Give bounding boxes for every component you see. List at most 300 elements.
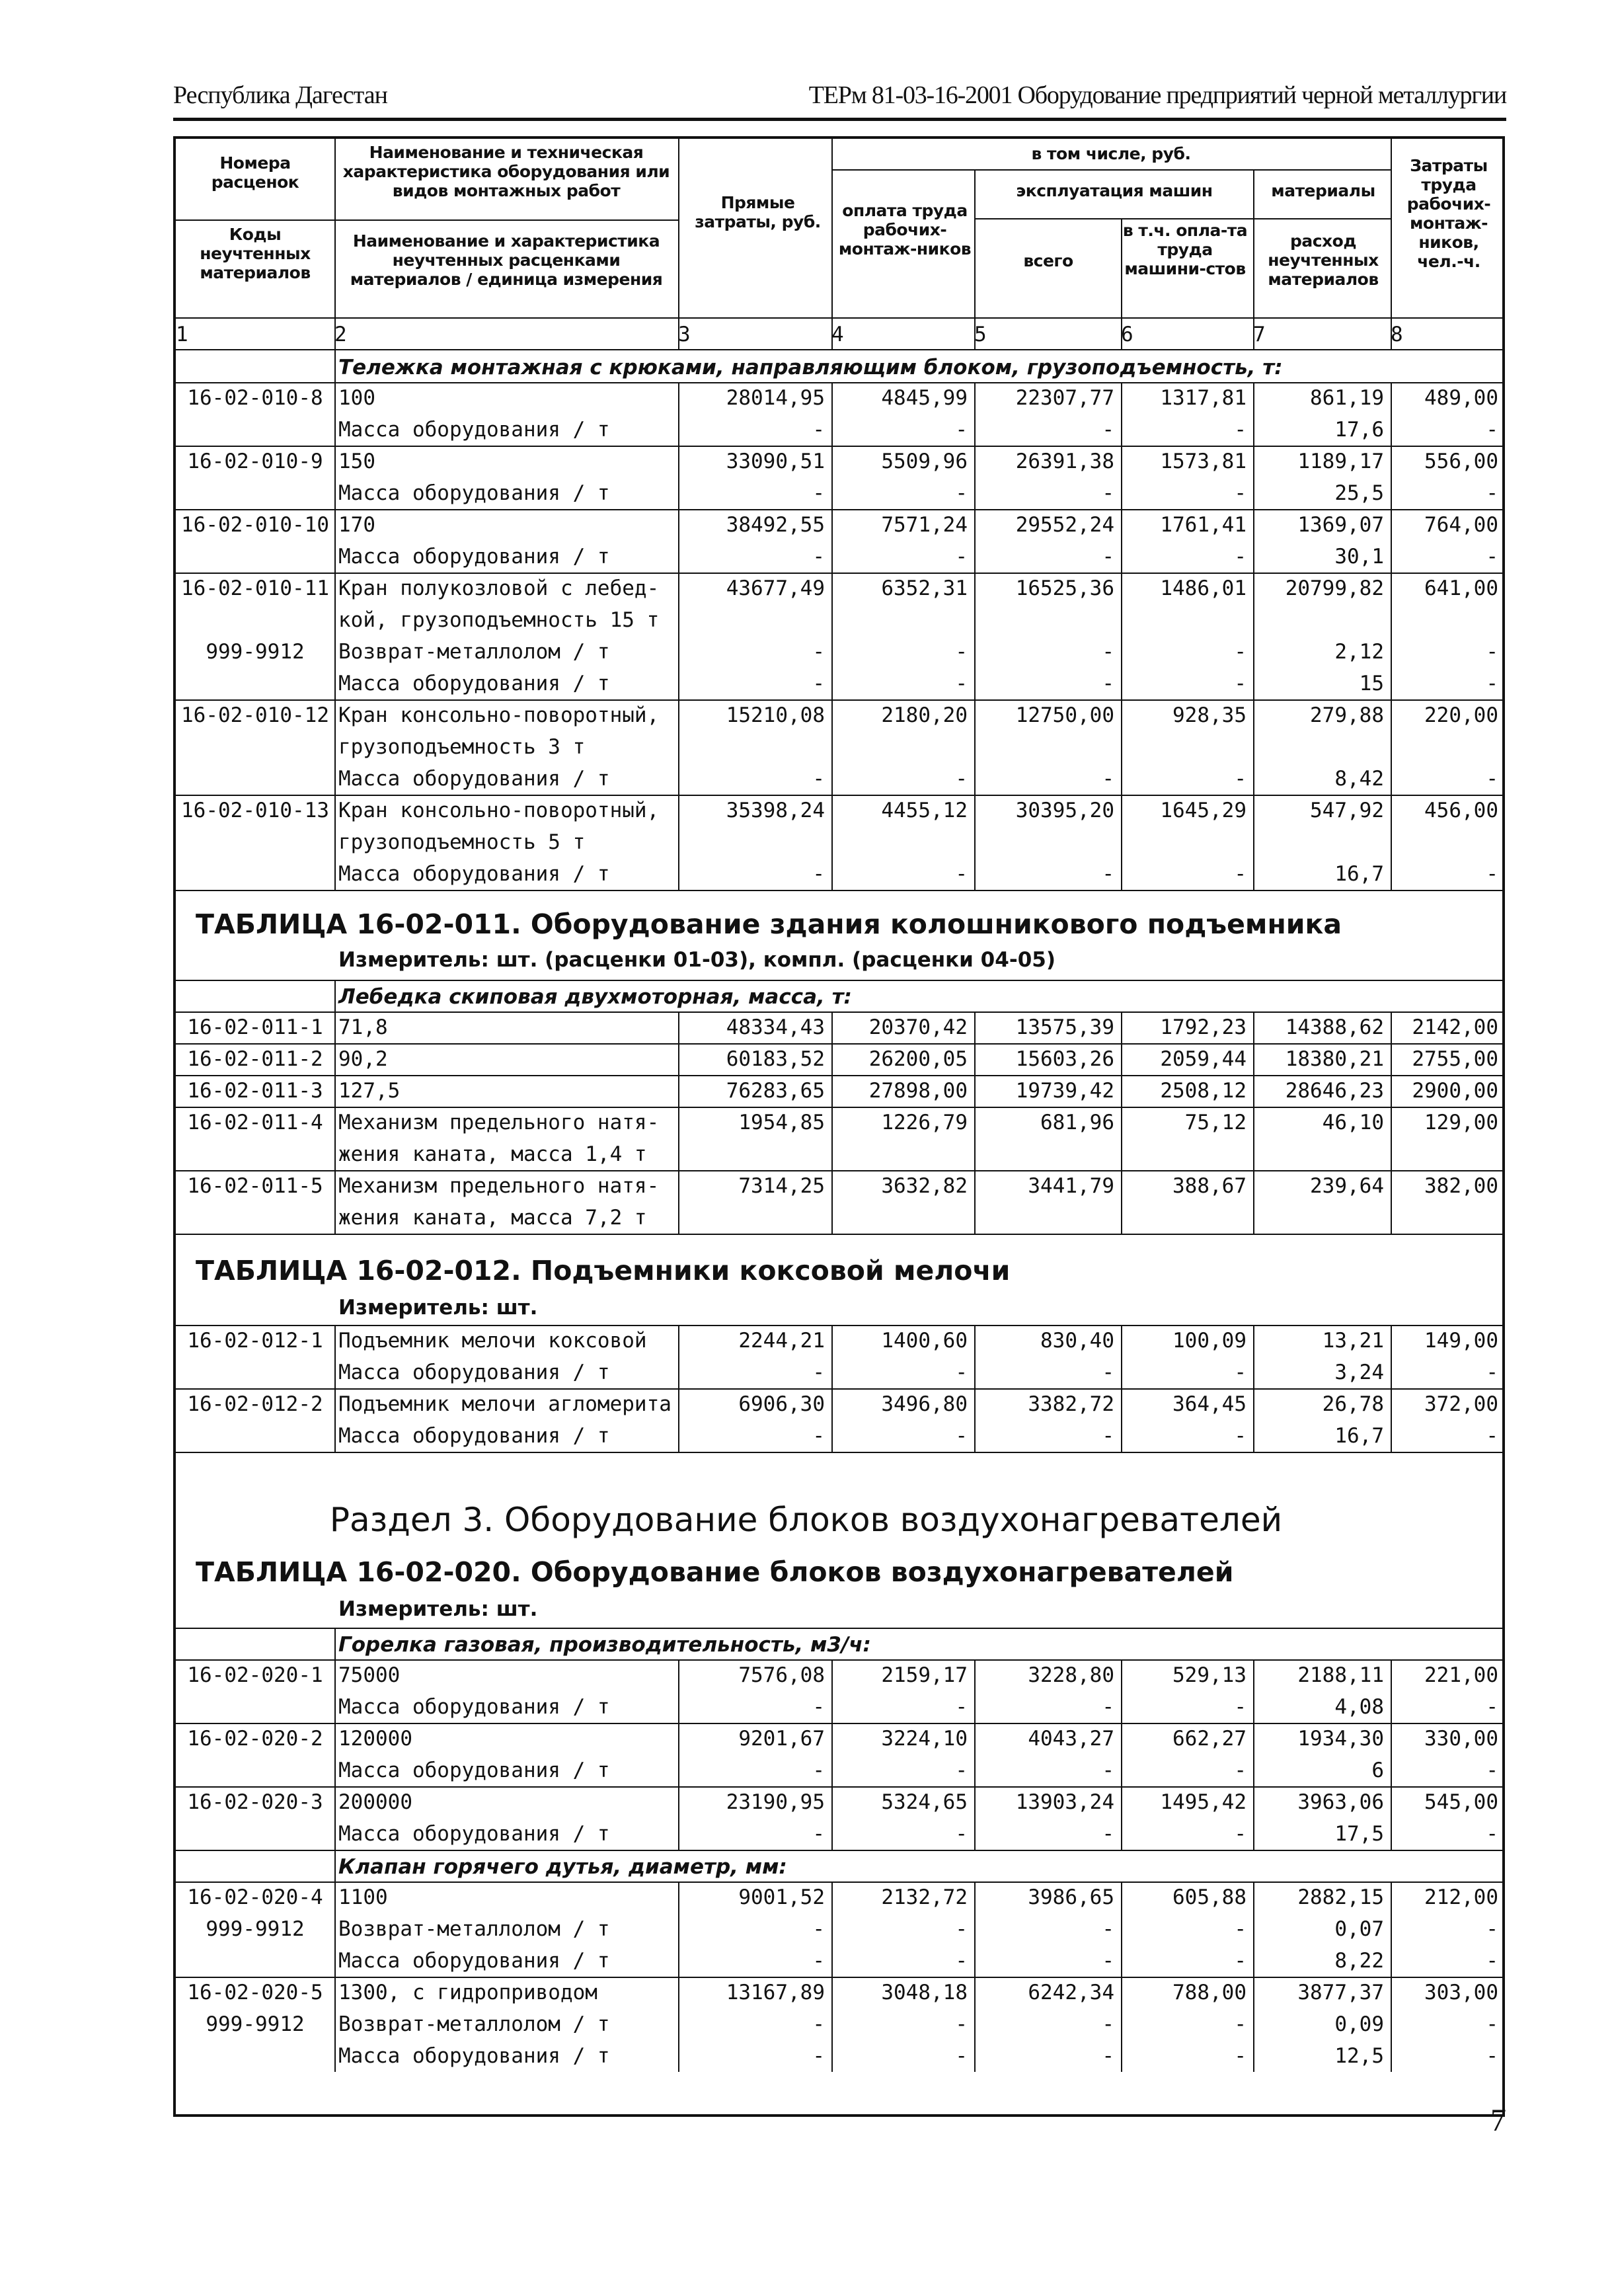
value-col6: - (1234, 1949, 1247, 1973)
column-rule (334, 1818, 336, 1850)
item-name: 170 (338, 513, 375, 537)
value-col7: 13,21 (1322, 1329, 1384, 1353)
value-col6: 529,13 (1172, 1663, 1247, 1687)
value-col4: - (955, 1759, 968, 1782)
column-rule (831, 414, 833, 446)
column-rule (678, 795, 679, 858)
column-rule (974, 1075, 976, 1107)
value-col5: - (1102, 1917, 1114, 1941)
item-name: Масса оборудования / т (338, 1822, 610, 1846)
value-col8: 303,00 (1424, 1981, 1498, 2004)
item-name: 100 (338, 386, 375, 410)
value-col3: - (812, 1361, 825, 1384)
column-rule (1253, 1913, 1254, 1945)
column-rule (1121, 1420, 1122, 1452)
column-rule (1391, 795, 1392, 858)
column-number-1: 1 (176, 323, 188, 346)
value-col6: 364,45 (1172, 1392, 1247, 1416)
column-rule (334, 1075, 336, 1107)
column-rule (334, 1691, 336, 1723)
value-col6: - (1234, 545, 1247, 569)
column-rule (334, 446, 336, 477)
column-rule (831, 1357, 833, 1388)
item-name: 75000 (338, 1663, 401, 1687)
column-rule (1253, 1011, 1254, 1043)
column-rule (678, 1043, 679, 1075)
value-col4: - (955, 1695, 968, 1719)
column-rule (678, 636, 679, 668)
item-name: 71,8 (338, 1015, 388, 1039)
column-rule (1391, 139, 1392, 317)
column-rule (831, 541, 833, 573)
value-col3: - (812, 672, 825, 695)
column-rule (1253, 795, 1254, 858)
rate-code: 16-02-010-10 (181, 513, 329, 537)
value-col3: - (812, 1759, 825, 1782)
value-col5: 26391,38 (1015, 450, 1114, 473)
item-name: 1300, с гидроприводом (338, 1981, 597, 2004)
value-col4: 26200,05 (868, 1047, 968, 1071)
column-rule (678, 446, 679, 477)
column-rule (1391, 1786, 1392, 1818)
column-rule (974, 1170, 976, 1234)
item-name: Масса оборудования / т (338, 672, 610, 695)
value-col8: - (1486, 1917, 1498, 1941)
column-rule (1253, 763, 1254, 795)
value-col7: 25,5 (1334, 481, 1384, 505)
column-rule (678, 1945, 679, 1977)
row-rule (176, 1850, 1505, 1851)
column-rule (831, 1818, 833, 1850)
value-col3: - (812, 767, 825, 791)
column-rule (334, 1628, 336, 1659)
value-col5: 13575,39 (1015, 1015, 1114, 1039)
column-rule (831, 1043, 833, 1075)
value-col6: 1486,01 (1160, 576, 1247, 600)
value-col6: - (1234, 1822, 1247, 1846)
item-name: Масса оборудования / т (338, 1424, 610, 1448)
column-rule (334, 763, 336, 795)
column-rule (1121, 1388, 1122, 1420)
column-rule (974, 1723, 976, 1755)
column-rule (678, 1107, 679, 1170)
column-rule (1391, 414, 1392, 446)
column-rule (974, 699, 976, 763)
item-name-continued: кой, грузоподъемность 15 т (338, 608, 660, 632)
head-col2-top: Наименование и техническая характеристика оборудования или видов монтажных работ (342, 143, 670, 200)
column-rule (831, 573, 833, 636)
item-name: 150 (338, 450, 375, 473)
column-rule (334, 1977, 336, 2008)
value-col7: 46,10 (1322, 1111, 1384, 1134)
column-rule (678, 699, 679, 763)
value-col5: - (1102, 1361, 1114, 1384)
value-col4: 20370,42 (868, 1015, 968, 1039)
value-col3: - (812, 1949, 825, 1973)
column-rule (831, 1659, 833, 1691)
column-rule (1121, 1786, 1122, 1818)
value-col8: 764,00 (1424, 513, 1498, 537)
column-rule (1391, 763, 1392, 795)
column-rule (1391, 1388, 1392, 1420)
value-col5: - (1102, 418, 1114, 442)
value-col5: - (1102, 1424, 1114, 1448)
column-rule (1121, 218, 1122, 317)
value-col8: 2755,00 (1412, 1047, 1498, 1071)
column-rule (1121, 509, 1122, 541)
value-col4: - (955, 1822, 968, 1846)
value-col3: - (812, 1695, 825, 1719)
column-rule (831, 1977, 833, 2008)
value-col4: 5324,65 (881, 1790, 968, 1814)
column-rule (974, 1691, 976, 1723)
value-col8: 489,00 (1424, 386, 1498, 410)
column-rule (831, 1388, 833, 1420)
column-rule (974, 446, 976, 477)
column-rule (831, 763, 833, 795)
column-rule (334, 1786, 336, 1818)
value-col5: 29552,24 (1015, 513, 1114, 537)
column-rule (1253, 1043, 1254, 1075)
column-rule (1391, 1075, 1392, 1107)
value-col4: - (955, 1917, 968, 1941)
column-rule (334, 139, 336, 317)
value-col3: - (812, 1822, 825, 1846)
column-rule (334, 1170, 336, 1234)
rate-code: 16-02-010-12 (181, 703, 329, 727)
column-rule (1253, 1723, 1254, 1755)
value-col6: 1495,42 (1160, 1790, 1247, 1814)
column-rule (1253, 1945, 1254, 1977)
column-rule (1391, 541, 1392, 573)
column-rule (831, 2040, 833, 2072)
head-materials: материалы (1271, 181, 1375, 200)
column-rule (678, 2008, 679, 2040)
value-col3: - (812, 2012, 825, 2036)
column-rule (831, 382, 833, 414)
column-rule (1391, 1420, 1392, 1452)
value-col8: - (1486, 640, 1498, 664)
column-number-3: 3 (678, 323, 691, 346)
value-col7: 279,88 (1310, 703, 1384, 727)
value-col3: 2244,21 (738, 1329, 825, 1353)
column-number-7: 7 (1253, 323, 1266, 346)
column-rule (1253, 668, 1254, 699)
column-rule (831, 446, 833, 477)
item-name: Масса оборудования / т (338, 1949, 610, 1973)
value-col4: 5509,96 (881, 450, 968, 473)
value-col5: 3441,79 (1028, 1174, 1114, 1198)
value-col5: 22307,77 (1015, 386, 1114, 410)
value-col5: 4043,27 (1028, 1727, 1114, 1751)
value-col7: 14388,62 (1285, 1015, 1384, 1039)
column-rule (678, 1755, 679, 1786)
value-col5: 12750,00 (1015, 703, 1114, 727)
column-rule (334, 1107, 336, 1170)
column-rule (334, 2008, 336, 2040)
column-rule (974, 1420, 976, 1452)
column-rule (1253, 1691, 1254, 1723)
column-rule (974, 1107, 976, 1170)
column-rule (831, 795, 833, 858)
rate-code: 999-9912 (206, 640, 305, 664)
value-col7: 547,92 (1310, 799, 1384, 822)
value-col7: 8,42 (1334, 767, 1384, 791)
value-col4: - (955, 862, 968, 886)
value-col5: - (1102, 672, 1114, 695)
column-rule (1121, 699, 1122, 763)
item-name: Кран консольно-поворотный, (338, 799, 660, 822)
column-rule (1391, 1357, 1392, 1388)
column-rule (974, 1325, 976, 1357)
value-col6: 388,67 (1172, 1174, 1247, 1198)
value-col8: - (1486, 1361, 1498, 1384)
group-title: Тележка монтажная с крюками, направляющим блоком, грузоподъемность, т: (338, 356, 1283, 379)
value-col6: - (1234, 1361, 1247, 1384)
value-col7: 0,07 (1334, 1917, 1384, 1941)
column-rule (678, 1659, 679, 1691)
value-col4: 3496,80 (881, 1392, 968, 1416)
column-rule (334, 858, 336, 890)
head-col5: всего (1023, 251, 1073, 270)
column-rule (1253, 573, 1254, 636)
table-020-group-1: Горелка газовая, производительность, м3/ч: (338, 1633, 871, 1657)
column-rule (334, 636, 336, 668)
column-rule (334, 541, 336, 573)
row-rule (334, 219, 678, 221)
column-rule (1121, 1913, 1122, 1945)
value-col5: 3986,65 (1028, 1885, 1114, 1909)
column-rule (974, 1755, 976, 1786)
value-col8: - (1486, 1949, 1498, 1973)
column-rule (1121, 1107, 1122, 1170)
value-col3: 9001,52 (738, 1885, 825, 1909)
value-col8: - (1486, 672, 1498, 695)
value-col6: - (1234, 672, 1247, 695)
value-col8: - (1486, 2044, 1498, 2068)
value-col5: 13903,24 (1015, 1790, 1114, 1814)
column-rule (831, 1691, 833, 1723)
value-col7: 15 (1359, 672, 1384, 695)
column-rule (678, 1818, 679, 1850)
value-col8: - (1486, 418, 1498, 442)
column-rule (334, 382, 336, 414)
value-col7: 20799,82 (1285, 576, 1384, 600)
column-rule (1253, 1659, 1254, 1691)
value-col4: 3224,10 (881, 1727, 968, 1751)
column-rule (1253, 1818, 1254, 1850)
value-col4: 6352,31 (881, 576, 968, 600)
column-rule (974, 1659, 976, 1691)
column-rule (974, 1043, 976, 1075)
value-col6: 75,12 (1184, 1111, 1247, 1134)
value-col6: - (1234, 862, 1247, 886)
column-rule (974, 636, 976, 668)
value-col7: 3877,37 (1297, 1981, 1384, 2004)
value-col4: 27898,00 (868, 1079, 968, 1103)
rate-code: 16-02-020-3 (187, 1790, 323, 1814)
column-rule (1253, 699, 1254, 763)
column-rule (334, 980, 336, 1011)
value-col8: - (1486, 545, 1498, 569)
column-rule (1391, 509, 1392, 541)
column-rule (831, 1011, 833, 1043)
column-rule (678, 1357, 679, 1388)
rate-code: 16-02-012-1 (187, 1329, 323, 1353)
column-rule (1253, 169, 1254, 317)
header-document-title: ТЕРм 81-03-16-2001 Оборудование предприятий черной металлургии (808, 81, 1506, 109)
value-col8: 382,00 (1424, 1174, 1498, 1198)
table-011-title: ТАБЛИЦА 16-02-011. Оборудование здания колошникового подъемника (196, 908, 1342, 940)
column-rule (974, 668, 976, 699)
column-rule (334, 1755, 336, 1786)
head-col4: оплата труда рабочих-монтаж-ников (838, 201, 972, 258)
head-col8: Затраты труда рабочих-монтаж-ников, чел.-ч. (1406, 156, 1491, 271)
column-rule (974, 1786, 976, 1818)
value-col6: - (1234, 1695, 1247, 1719)
value-col5: 19739,42 (1015, 1079, 1114, 1103)
value-col3: - (812, 545, 825, 569)
value-col3: 7576,08 (738, 1663, 825, 1687)
item-name: Масса оборудования / т (338, 481, 610, 505)
value-col8: 212,00 (1424, 1885, 1498, 1909)
value-col5: - (1102, 1695, 1114, 1719)
value-col7: 2188,11 (1297, 1663, 1384, 1687)
rate-code: 16-02-011-2 (187, 1047, 323, 1071)
column-rule (1253, 477, 1254, 509)
column-rule (678, 1325, 679, 1357)
item-name-continued: жения каната, масса 7,2 т (338, 1206, 647, 1230)
value-col4: - (955, 545, 968, 569)
column-rule (334, 1913, 336, 1945)
column-rule (974, 573, 976, 636)
column-rule (1391, 573, 1392, 636)
value-col8: 372,00 (1424, 1392, 1498, 1416)
value-col8: 220,00 (1424, 703, 1498, 727)
value-col5: - (1102, 767, 1114, 791)
column-rule (974, 541, 976, 573)
item-name: Механизм предельного натя- (338, 1174, 660, 1198)
column-rule (1391, 382, 1392, 414)
table-011-unit: Измеритель: шт. (расценки 01-03), компл. (расценки 04-05) (338, 948, 1055, 972)
value-col7: 0,09 (1334, 2012, 1384, 2036)
value-col4: - (955, 481, 968, 505)
column-rule (1391, 2040, 1392, 2072)
rate-code: 16-02-011-1 (187, 1015, 323, 1039)
value-col5: - (1102, 481, 1114, 505)
value-col8: 330,00 (1424, 1727, 1498, 1751)
value-col4: 2159,17 (881, 1663, 968, 1687)
item-name: 1100 (338, 1885, 388, 1909)
column-rule (974, 1357, 976, 1388)
column-rule (974, 1977, 976, 2008)
column-rule (1391, 1043, 1392, 1075)
table-020-unit: Измеритель: шт. (338, 1597, 538, 1621)
head-machines: эксплуатация машин (1016, 181, 1213, 200)
value-col3: 7314,25 (738, 1174, 825, 1198)
column-rule (1121, 382, 1122, 414)
column-rule (678, 509, 679, 541)
column-rule (831, 858, 833, 890)
value-col5: 6242,34 (1028, 1981, 1114, 2004)
row-rule (176, 219, 334, 221)
value-col7: 239,64 (1310, 1174, 1384, 1198)
column-rule (678, 139, 679, 317)
column-rule (1391, 1659, 1392, 1691)
column-rule (831, 1107, 833, 1170)
value-col3: 76283,65 (726, 1079, 825, 1103)
table-011-end-rule (176, 1234, 1505, 1235)
column-rule (1253, 414, 1254, 446)
column-rule (1391, 446, 1392, 477)
value-col6: 1317,81 (1160, 386, 1247, 410)
rate-code: 16-02-020-1 (187, 1663, 323, 1687)
value-col8: - (1486, 862, 1498, 886)
value-col3: 1954,85 (738, 1111, 825, 1134)
column-rule (974, 763, 976, 795)
column-number-4: 4 (831, 323, 844, 346)
column-number-8: 8 (1391, 323, 1403, 346)
column-rule (1121, 636, 1122, 668)
item-name: Подъемник мелочи коксовой (338, 1329, 647, 1353)
column-number-6: 6 (1121, 323, 1133, 346)
value-col6: 2508,12 (1160, 1079, 1247, 1103)
column-rule (678, 1170, 679, 1234)
value-col5: - (1102, 862, 1114, 886)
rate-code: 16-02-010-13 (181, 799, 329, 822)
column-rule (678, 541, 679, 573)
value-col3: 48334,43 (726, 1015, 825, 1039)
value-col8: 641,00 (1424, 576, 1498, 600)
column-rule (1391, 1818, 1392, 1850)
column-rule (1121, 2008, 1122, 2040)
column-rule (1391, 858, 1392, 890)
column-rule (1391, 2008, 1392, 2040)
value-col7: 17,6 (1334, 418, 1384, 442)
column-rule (1121, 1691, 1122, 1723)
column-rule (1391, 1977, 1392, 2008)
value-col3: 33090,51 (726, 450, 825, 473)
column-rule (974, 2008, 976, 2040)
column-rule (1253, 1357, 1254, 1388)
value-col3: 23190,95 (726, 1790, 825, 1814)
value-col8: 556,00 (1424, 450, 1498, 473)
value-col7: 3,24 (1334, 1361, 1384, 1384)
column-rule (678, 573, 679, 636)
value-col6: 2059,44 (1160, 1047, 1247, 1071)
item-name: Масса оборудования / т (338, 1361, 610, 1384)
column-rule (831, 1075, 833, 1107)
column-rule (334, 1659, 336, 1691)
column-rule (974, 1881, 976, 1913)
column-rule (1391, 1945, 1392, 1977)
column-rule (974, 2040, 976, 2072)
column-rule (678, 1420, 679, 1452)
column-rule (831, 1913, 833, 1945)
item-name: Масса оборудования / т (338, 545, 610, 569)
value-col3: 43677,49 (726, 576, 825, 600)
column-rule (1253, 2008, 1254, 2040)
value-col8: - (1486, 767, 1498, 791)
value-col8: 2142,00 (1412, 1015, 1498, 1039)
value-col5: 681,96 (1040, 1111, 1114, 1134)
value-col3: - (812, 481, 825, 505)
head-col2-bottom: Наименование и характеристика неучтенных расценками материалов / единица измерения (350, 231, 663, 289)
item-name: Кран консольно-поворотный, (338, 703, 660, 727)
item-name: Подъемник мелочи агломерита (338, 1392, 672, 1416)
column-rule (678, 1691, 679, 1723)
value-col4: - (955, 2044, 968, 2068)
